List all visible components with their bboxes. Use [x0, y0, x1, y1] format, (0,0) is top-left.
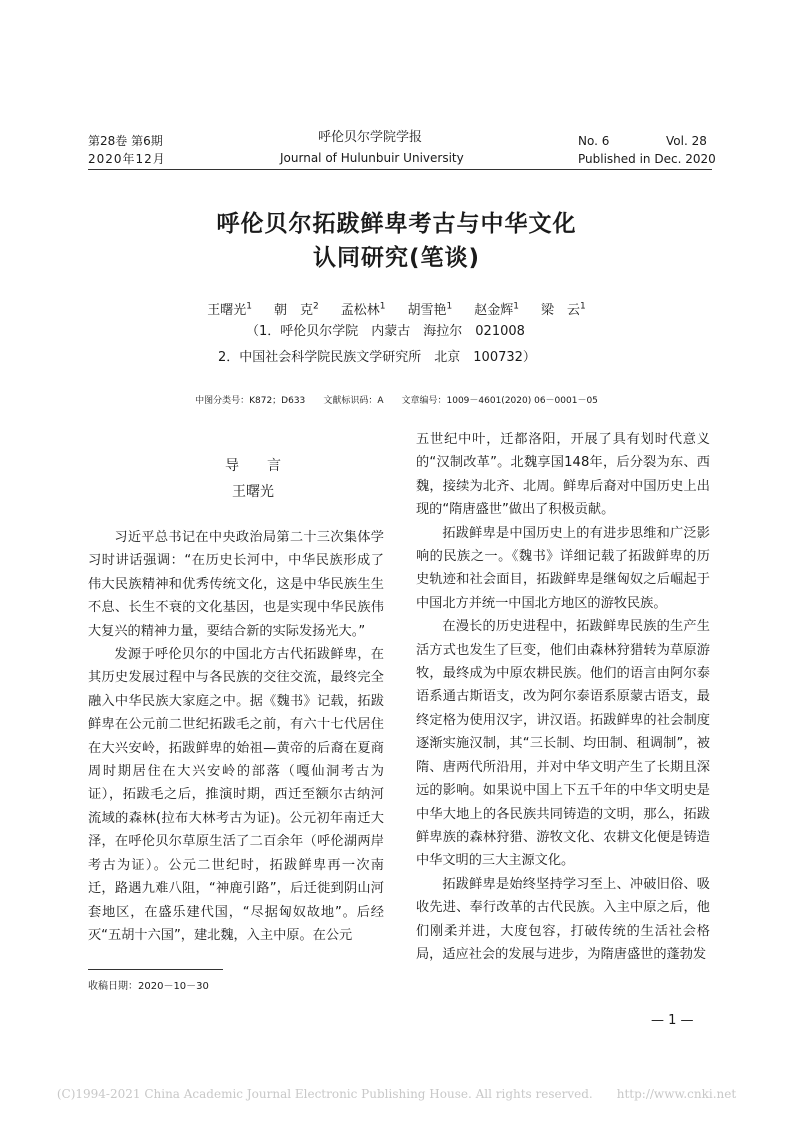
- body-paragraph: 五世纪中叶，迁都洛阳，开展了具有划时代意义的“汉制改革”。北魏享国148年，后分裂为东、西魏，接续为北齐、北周。鲜卑后裔对中国历史上出现的“隋唐盛世”做出了积极贡献。: [416, 432, 710, 518]
- author-affiliation-mark: 1: [513, 301, 519, 312]
- author-text: 胡雪艳: [407, 303, 447, 318]
- left-column: [88, 526, 384, 947]
- journal-title-en: Journal of Hulunbuir University: [280, 151, 464, 165]
- author-affiliation-mark: 1: [446, 301, 453, 312]
- article-title-line2: 认同研究(笔谈): [312, 245, 481, 271]
- author-affiliation-mark: 1: [379, 301, 386, 312]
- issue-label: 第28卷 第6期: [88, 134, 163, 148]
- author-text: 赵金辉: [474, 303, 514, 318]
- author-name: [341, 303, 386, 318]
- published-date: Published in Dec. 2020: [578, 152, 716, 166]
- article-number: 文章编号：1009－4601(2020) 06－0001－05: [401, 396, 598, 406]
- author-affiliation-mark: 2: [313, 301, 319, 312]
- author-name: [408, 303, 453, 318]
- author-affiliation-mark: 1: [580, 301, 586, 312]
- received-date: 收稿日期：2020－10－30: [88, 981, 209, 992]
- section-author: 王曙光: [232, 484, 274, 500]
- author-name: [474, 303, 519, 318]
- right-column: [416, 428, 710, 966]
- body-paragraph: 拓跋鲜卑是中国历史上的有进步思维和广泛影响的民族之一。《魏书》详细记载了拓跋鲜卑的历史轨迹和社会面目，拓跋鲜卑是继匈奴之后崛起于中国北方并统一中国北方地区的游牧民族。: [416, 525, 710, 611]
- body-paragraph: 拓跋鲜卑是始终坚持学习至上、冲破旧俗、吸收先进、奉行改革的古代民族。入主中原之后，他们刚柔并进，大度包容，打破传统的生活社会格局，适应社会的发展与进步，为隋唐盛世的蓬勃发: [416, 876, 710, 962]
- article-title-line1: 呼伦贝尔拓跋鲜卑考古与中华文化: [216, 211, 577, 237]
- volume-number: Vol. 28: [666, 134, 707, 148]
- author-name: [274, 303, 319, 318]
- copyright-notice: (C)1994-2021 China Academic Journal Electronic Publishing House. All rights reserved. http://www.cnki.net: [56, 1087, 737, 1101]
- author-text: 王曙光: [207, 303, 247, 318]
- author-list: [0, 299, 793, 318]
- article-meta: [0, 393, 793, 406]
- author-text: 梁 云: [541, 303, 581, 318]
- affiliation-line2: 2．中国社会科学院民族文学研究所 北京 100732）: [218, 350, 536, 365]
- issue-date: 2020年12月: [88, 152, 166, 166]
- header-rule: [88, 169, 712, 170]
- author-affiliation-mark: 1: [246, 301, 252, 312]
- issue-number: No. 6: [578, 134, 610, 148]
- author-text: 朝 克: [274, 303, 314, 318]
- journal-title-cn: 呼伦贝尔学院学报: [318, 130, 423, 145]
- body-paragraph: 发源于呼伦贝尔的中国北方古代拓跋鲜卑，在其历史发展过程中与各民族的交往交流，最终完全融入中华民族大家庭之中。据《魏书》记载，拓跋鲜卑在公元前二世纪拓跋毛之前，有六十七代居住在大兴安岭，拓跋鲜卑的始祖—黄帝的后裔在夏商周时期居住在大兴安岭的部落（嘎仙洞考古为证），拓跋毛之后，推演时期，西迁至额尔古纳河流域的森林(拉布大林考古为证)。公元初年南迁大泽，在呼伦贝尔草原生活了二百余年（呼伦湖两岸考古为证）。公元二世纪时，拓跋鲜卑再一次南迁，路遇九难八阻，“神鹿引路”，后迁徙到阴山河套地区，在盛乐建代国，“尽据匈奴故地”。后经灭“五胡十六国”，建北魏，入主中原。在公元: [88, 647, 384, 943]
- clc-number: 中图分类号：K872；D633: [195, 396, 306, 406]
- document-code: 文献标识码：A: [323, 396, 384, 406]
- section-title: 导 言: [225, 458, 281, 474]
- body-paragraph: 在漫长的历史进程中，拓跋鲜卑民族的生产生活方式也发生了巨变，他们由森林狩猎转为草原游牧，最终成为中原农耕民族。他们的语言由阿尔泰语系通古斯语支，改为阿尔泰语系原蒙古语支，最终定格为使用汉字，讲汉语。拓跋鲜卑的社会制度逐渐实施汉制，其“三长制、均田制、租调制”，被隋、唐两代所沿用，并对中华文明产生了长期且深远的影响。如果说中国上下五千年的中华文明史是中华大地上的各民族共同铸造的文明，那么，拓跋鲜卑族的森林狩猎、游牧文化、农耕文化便是铸造中华文明的三大主源文化。: [416, 619, 710, 869]
- page-number: — 1 —: [651, 1013, 694, 1028]
- footnote-rule: [88, 969, 223, 970]
- author-text: 孟松林: [340, 303, 380, 318]
- affiliation-line1: （1．呼伦贝尔学院 内蒙古 海拉尔 021008: [246, 324, 525, 339]
- author-name: [207, 303, 252, 318]
- body-paragraph: 习近平总书记在中央政治局第二十三次集体学习时讲话强调：“在历史长河中，中华民族形成了伟大民族精神和优秀传统文化，这是中华民族生生不息、长生不衰的文化基因，也是实现中华民族伟大复兴的精神力量，要结合新的实际发扬光大。”: [88, 530, 384, 639]
- author-name: [541, 303, 586, 318]
